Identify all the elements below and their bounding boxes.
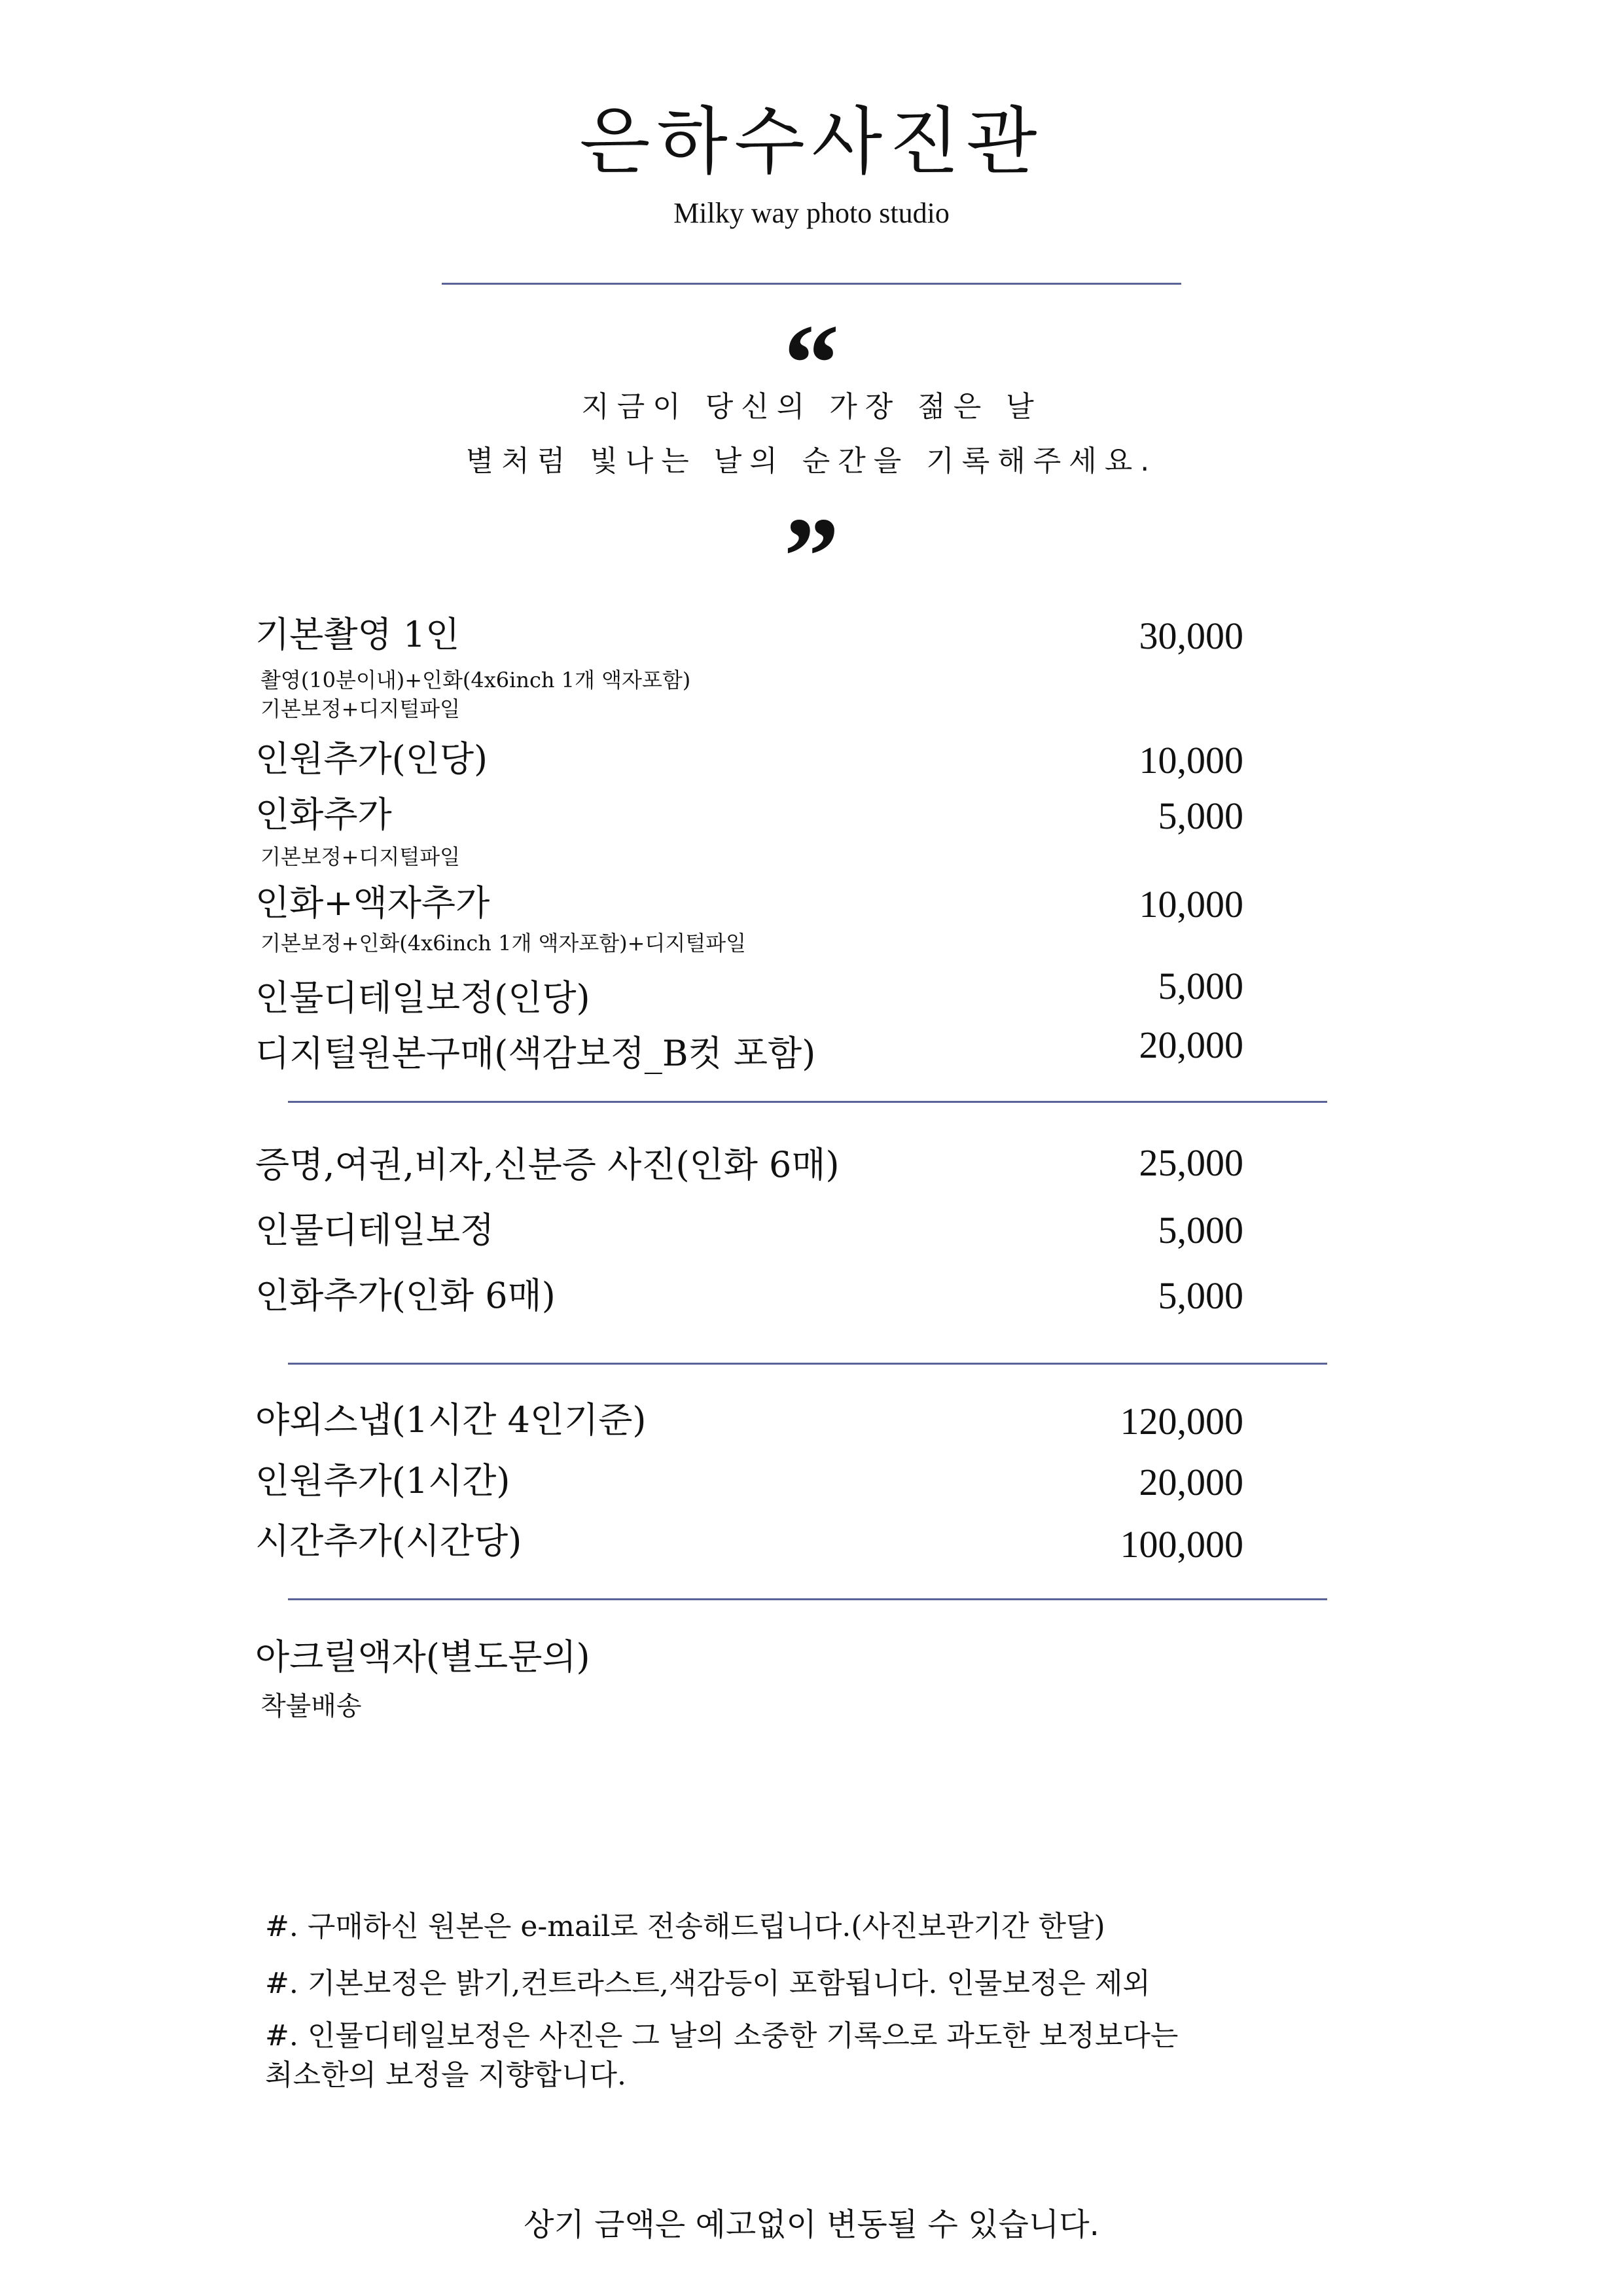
menu-item-detail: 촬영(10분이내)+인화(4x6inch 1개 액자포함) <box>260 668 691 692</box>
section-divider <box>288 1598 1327 1600</box>
open-quote-mark: “ <box>783 302 840 425</box>
header-divider <box>442 283 1181 285</box>
menu-item-name: 인화+액자추가 <box>255 882 490 924</box>
menu-item-price: 5,000 <box>1158 965 1243 1007</box>
menu-item-name: 인물디테일보정(인당) <box>255 977 590 1018</box>
menu-item-name: 인물디테일보정 <box>255 1210 495 1251</box>
menu-item-name: 야외스냅(1시간 4인기준) <box>255 1399 647 1441</box>
slogan-line-2: 별처럼 빛나는 날의 순간을 기록해주세요. <box>465 444 1158 478</box>
menu-item-name: 아크릴액자(별도문의) <box>255 1636 590 1677</box>
menu-item-price: 10,000 <box>1139 739 1243 781</box>
section-divider <box>288 1101 1327 1103</box>
menu-item-name: 인원추가(1시간) <box>255 1460 510 1501</box>
menu-item-name: 인원추가(인당) <box>255 738 488 780</box>
menu-item-price: 20,000 <box>1139 1024 1243 1066</box>
menu-item-detail: 기본보정+인화(4x6inch 1개 액자포함)+디지털파일 <box>260 931 747 956</box>
note-line: 최소한의 보정을 지향합니다. <box>265 2058 627 2092</box>
menu-item-price: 5,000 <box>1158 1209 1243 1251</box>
section-divider <box>288 1363 1327 1365</box>
menu-item-name: 기본촬영 1인 <box>255 614 460 655</box>
menu-item-name: 인화추가 <box>255 794 392 835</box>
menu-item-price: 25,000 <box>1139 1141 1243 1184</box>
page-title: 은하수사진관 <box>579 99 1044 185</box>
menu-item-detail: 기본보정+디지털파일 <box>260 696 461 721</box>
menu-item-name: 시간추가(시간당) <box>255 1520 522 1562</box>
menu-item-price: 5,000 <box>1158 1274 1243 1317</box>
note-line: #. 인물디테일보정은 사진은 그 날의 소중한 기록으로 과도한 보정보다는 <box>265 2019 1179 2053</box>
close-quote-mark: ” <box>783 495 840 618</box>
menu-item-name: 디지털원본구매(색감보정_B컷 포함) <box>255 1033 816 1074</box>
menu-item-price: 20,000 <box>1139 1461 1243 1503</box>
menu-item-price: 10,000 <box>1139 883 1243 925</box>
menu-item-price: 120,000 <box>1120 1400 1243 1443</box>
note-line: #. 구매하신 원본은 e-mail로 전송해드립니다.(사진보관기간 한달) <box>265 1910 1105 1943</box>
menu-item-detail: 기본보정+디지털파일 <box>260 844 461 869</box>
menu-item-name: 인화추가(인화 6매) <box>255 1275 556 1316</box>
note-line: #. 기본보정은 밝기,컨트라스트,색감등이 포함됩니다. 인물보정은 제외 <box>265 1967 1150 2000</box>
menu-item-price: 5,000 <box>1158 795 1243 837</box>
page-subtitle: Milky way photo studio <box>673 197 950 229</box>
footer-disclaimer: 상기 금액은 예고없이 변동될 수 있습니다. <box>524 2206 1099 2243</box>
menu-item-price: 100,000 <box>1120 1523 1243 1566</box>
menu-item-detail: 착불배송 <box>260 1691 362 1721</box>
menu-item-price: 30,000 <box>1139 615 1243 657</box>
slogan-line-1: 지금이 당신의 가장 젊은 날 <box>581 390 1042 423</box>
menu-item-name: 증명,여권,비자,신분증 사진(인화 6매) <box>255 1144 840 1185</box>
